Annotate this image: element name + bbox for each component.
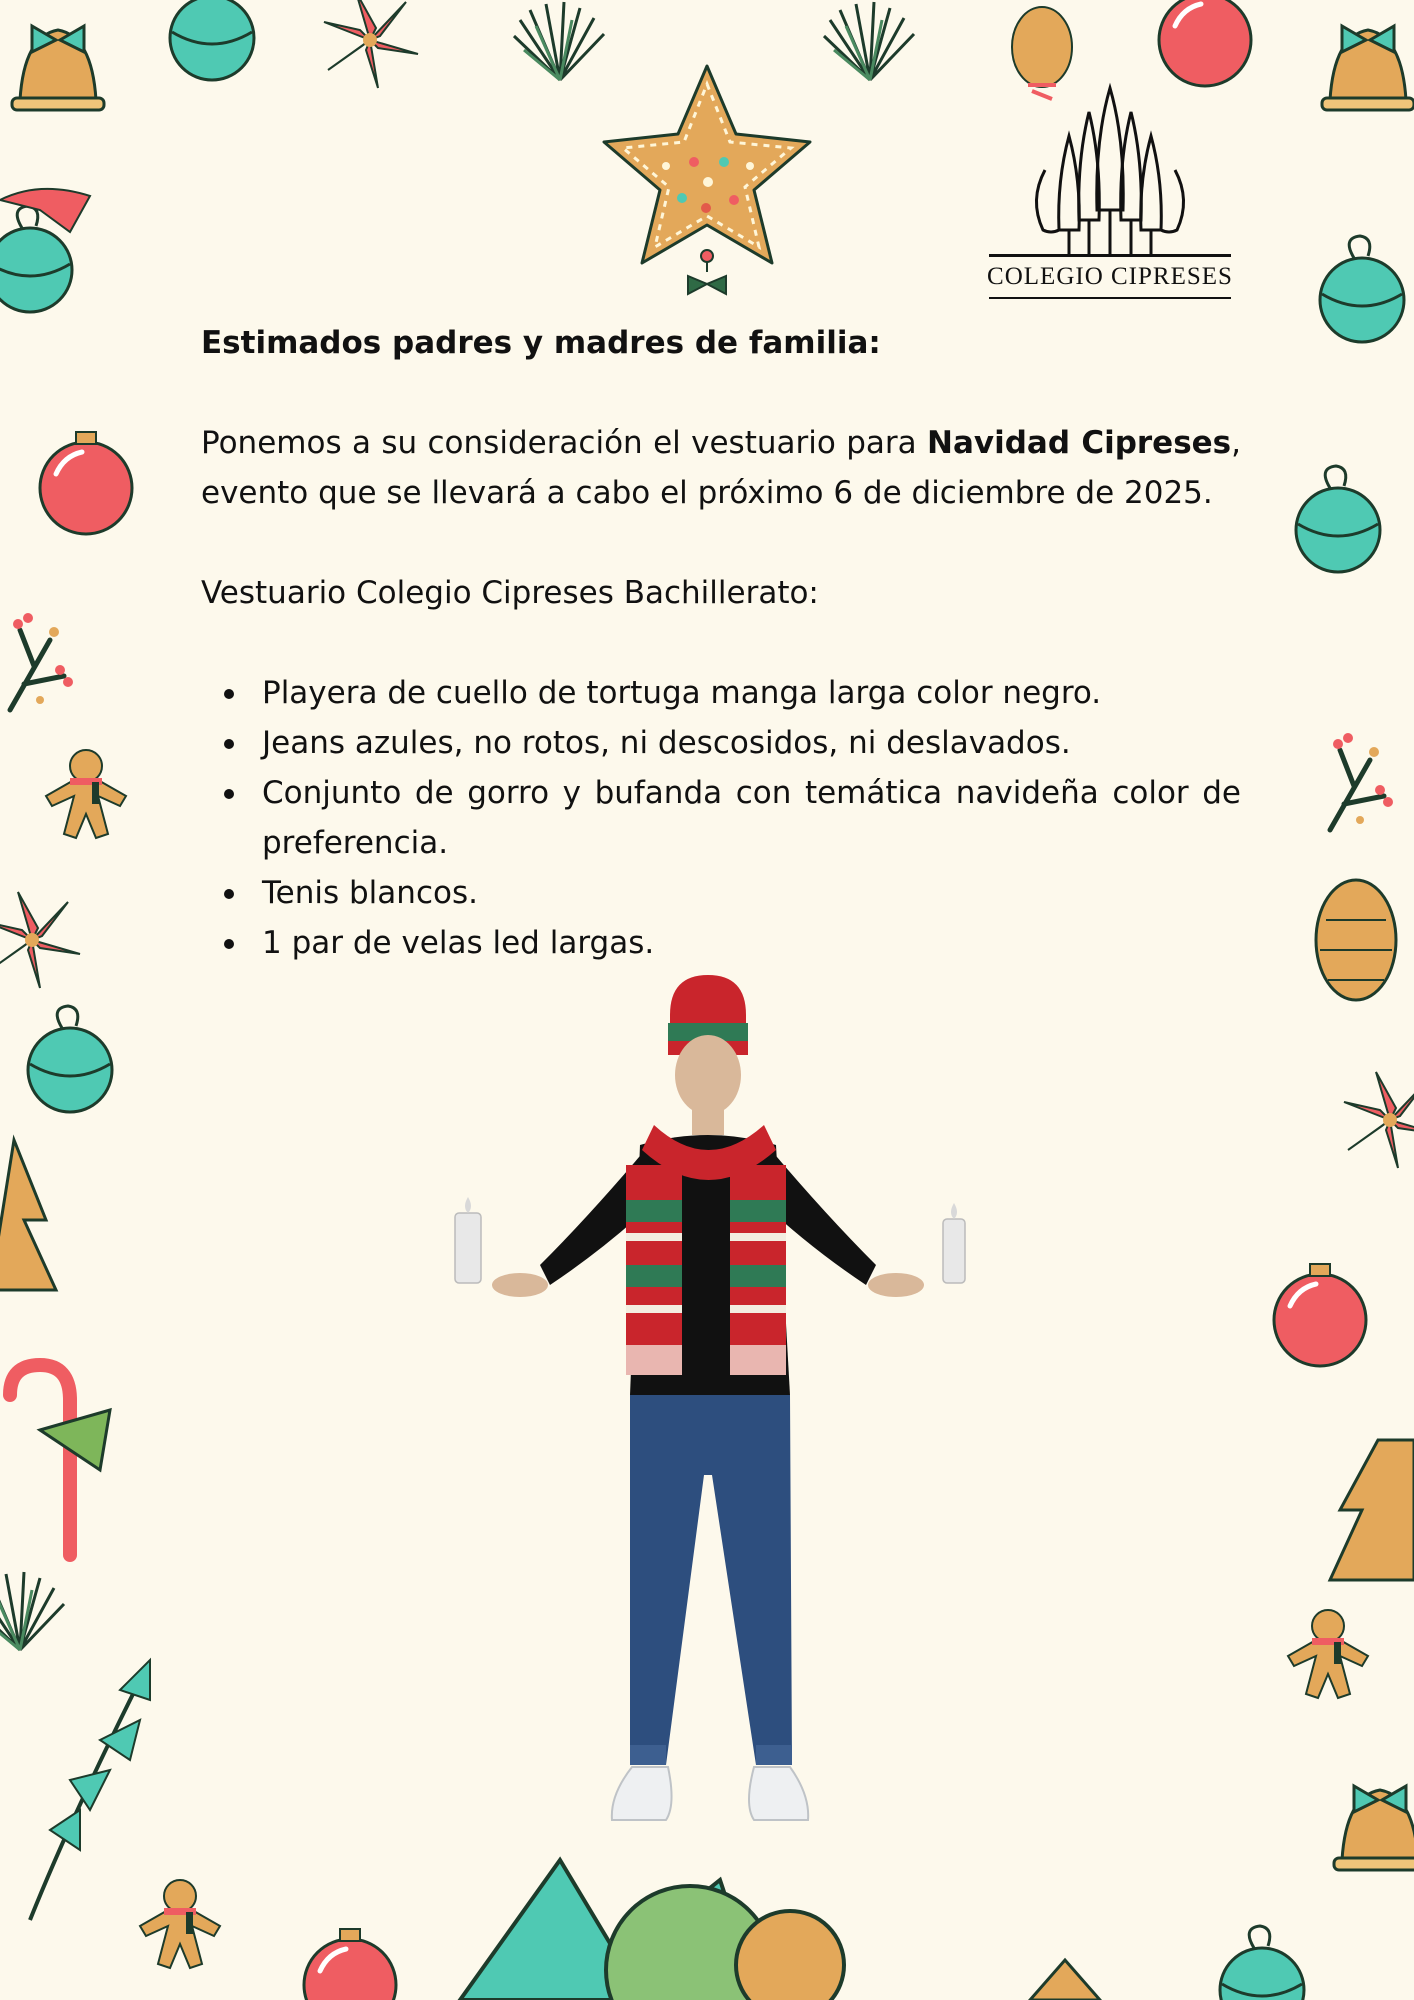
list-item: Playera de cuello de tortuga manga larga color negro.	[201, 668, 1241, 718]
clothing-list	[201, 668, 1241, 968]
letter-body	[201, 318, 1241, 968]
list-item: Tenis blancos.	[201, 868, 1241, 918]
event-name: Navidad Cipreses	[927, 425, 1232, 461]
list-item: 1 par de velas led largas.	[201, 918, 1241, 968]
intro-paragraph	[201, 418, 1241, 518]
list-item: Jeans azules, no rotos, ni descosidos, ni deslavados.	[201, 718, 1241, 768]
school-name: COLEGIO CIPRESES	[987, 263, 1233, 290]
intro-start: Ponemos a su consideración el vestuario para	[201, 425, 928, 461]
mannequin-outfit-image	[440, 975, 980, 1895]
gingerbread-star-icon	[596, 58, 818, 303]
logo-underline	[989, 297, 1231, 299]
intro-end: , evento que se llevará a cabo el próximo 6 de diciembre de 2025.	[201, 425, 1241, 511]
cypress-trees-icon	[985, 80, 1235, 260]
greeting: Estimados padres y madres de familia:	[201, 325, 881, 361]
school-logo	[985, 80, 1235, 300]
section-title: Vestuario Colegio Cipreses Bachillerato:	[201, 575, 819, 611]
list-item: Conjunto de gorro y bufanda con temática navideña color de preferencia.	[201, 768, 1241, 868]
